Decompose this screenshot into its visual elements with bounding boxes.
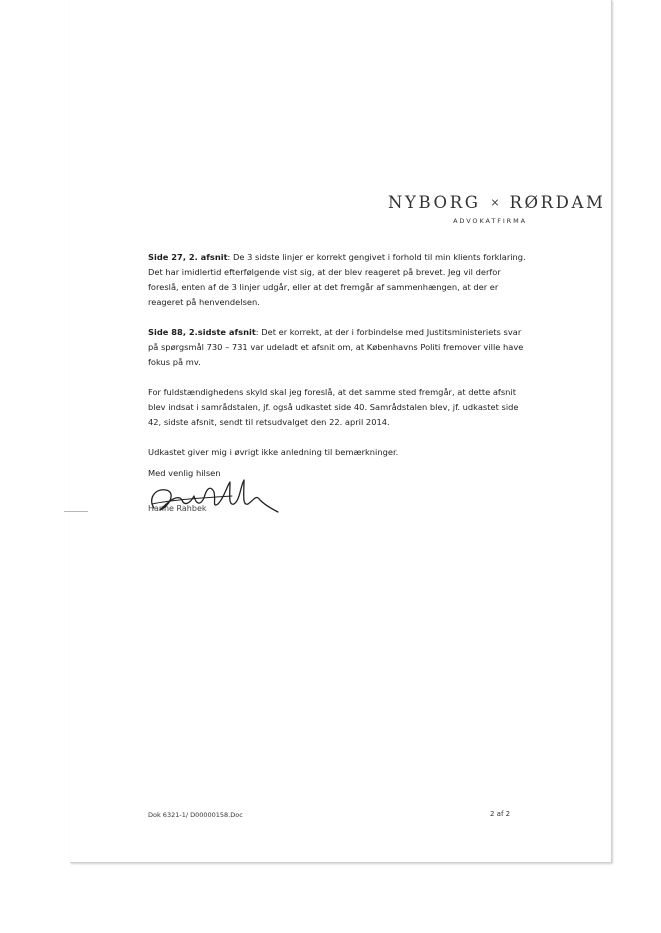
firm-name-separator: ×	[490, 196, 500, 209]
paragraph-side-88	[148, 325, 528, 370]
paragraph-completeness	[148, 385, 528, 430]
page-number: 2 af 2	[490, 810, 511, 818]
paragraph-no-remarks	[148, 445, 528, 460]
letter-body	[148, 250, 528, 475]
firm-name-left: NYBORG	[388, 193, 481, 212]
paragraph-heading: Side 88, 2.sidste afsnit	[148, 327, 256, 337]
paragraph-text: For fuldstændighedens skyld skal jeg foreslå, at det samme sted fremgår, at dette afsnit blev indsat i samrådstalen, jf. også udkastet side 40. Samrådstalen blev, jf. udkastet side 42, sidste afsnit, sendt til retsudvalget den 22. april 2014.	[148, 387, 519, 427]
closing-greeting: Med venlig hilsen	[148, 468, 221, 478]
paragraph-text: : Det er korrekt, at der i forbindelse med Justitsministeriets svar på spørgsmål 730 – 731 var udeladt et afsnit om, at Københavns Politi fremover ville have fokus på mv.	[148, 327, 524, 367]
document-reference: Dok 6321-1/ D00000158.Doc	[148, 811, 243, 819]
firm-name-right: RØRDAM	[509, 193, 606, 212]
scan-edge-mark	[64, 511, 88, 512]
signer-name: Hanne Rahbek	[148, 504, 207, 513]
paragraph-text: : De 3 sidste linjer er korrekt gengivet i forhold til min klients forklaring. Det har imidlertid efterfølgende vist sig, at der blev reageret på brevet. Jeg vil derfor foreslå, enten af de 3 linjer udgår, eller at det fremgår af sammenhængen, at der er reageret på henvendelsen.	[148, 252, 526, 307]
firm-name	[388, 193, 606, 212]
paragraph-side-27	[148, 250, 528, 310]
letterhead	[388, 193, 606, 225]
firm-subtitle: ADVOKATFIRMA	[453, 217, 527, 225]
handwritten-signature	[140, 470, 290, 520]
paragraph-text: Udkastet giver mig i øvrigt ikke anledning til bemærkninger.	[148, 447, 399, 457]
paragraph-heading: Side 27, 2. afsnit	[148, 252, 228, 262]
